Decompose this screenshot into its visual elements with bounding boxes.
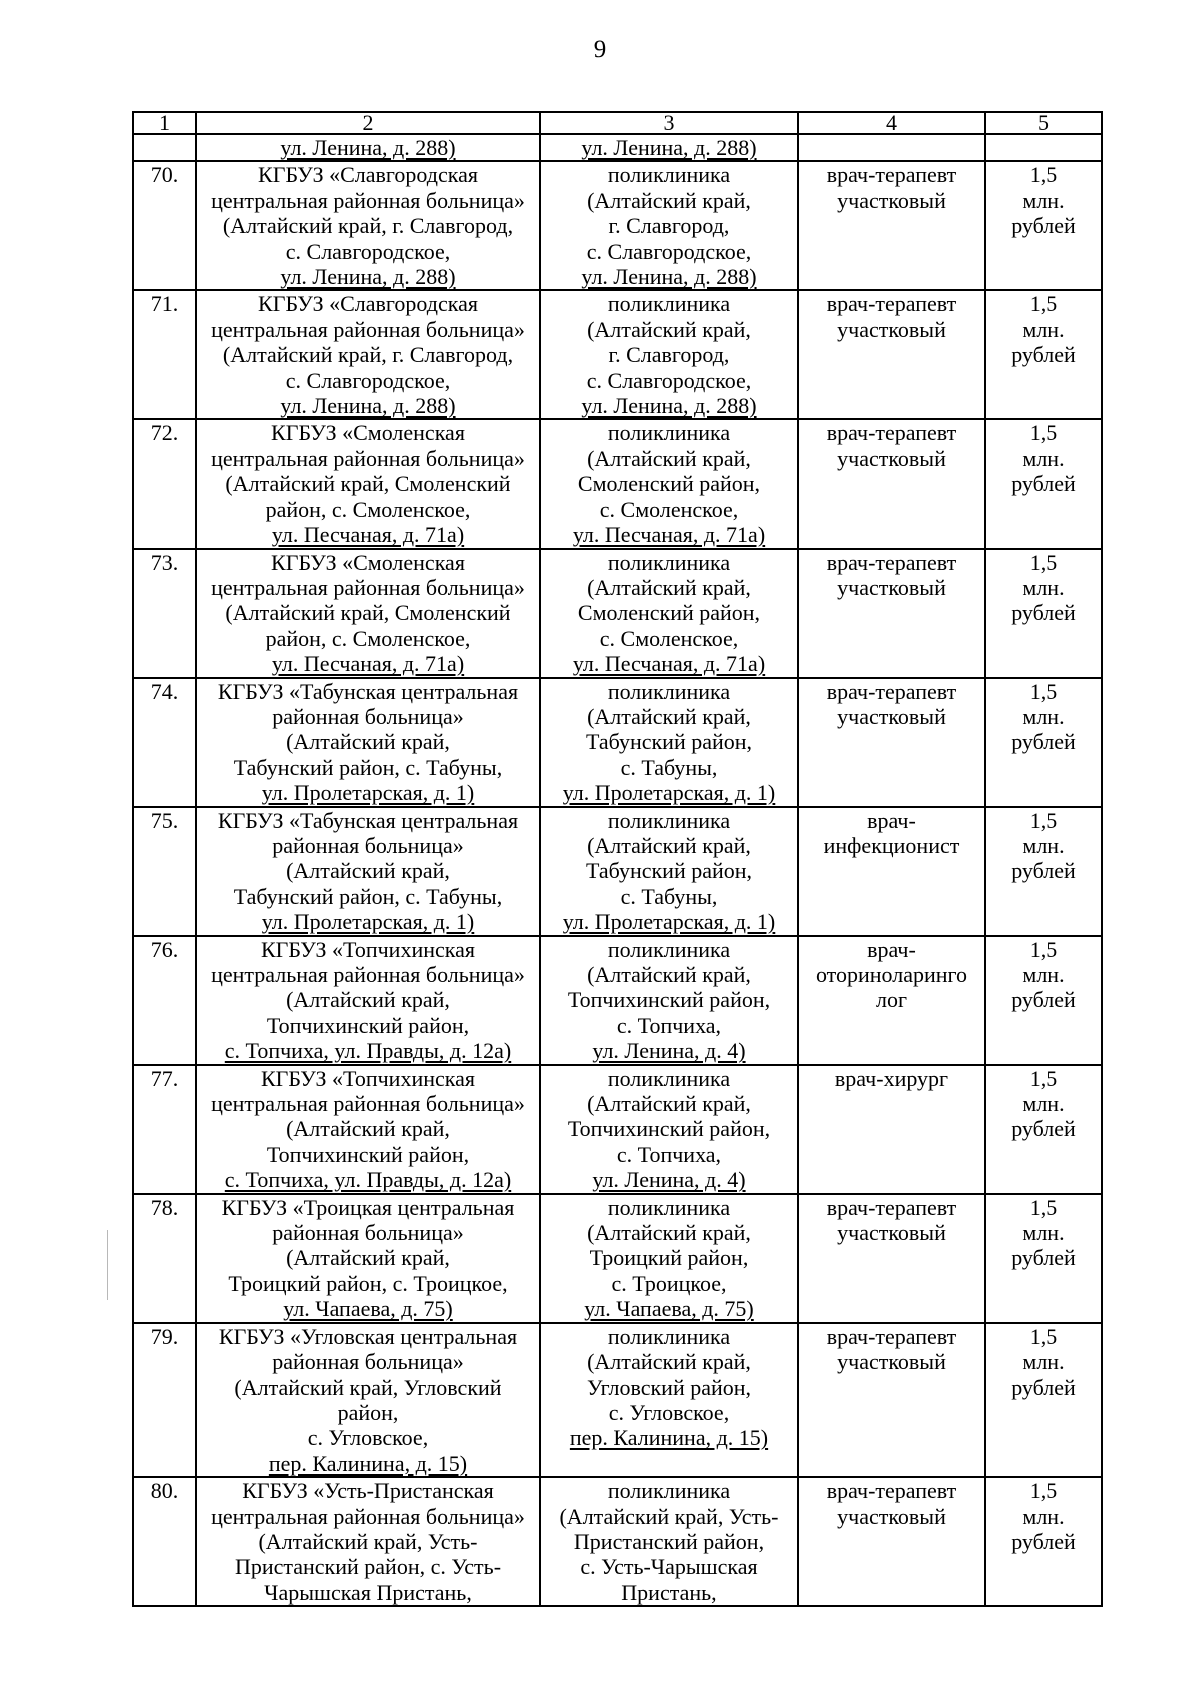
institution-line: КГБУЗ «Славгородская	[258, 291, 478, 317]
institution-line: ул. Песчаная, д. 71а)	[271, 651, 465, 677]
cell-position	[798, 1323, 985, 1477]
institution-line: (Алтайский край,	[286, 1245, 450, 1271]
amount-line: рублей	[1011, 342, 1076, 368]
cell-number: 70.	[133, 161, 196, 290]
institution-line: с. Славгородское,	[285, 367, 451, 393]
cell-position	[798, 419, 985, 548]
location-line: поликлиника	[607, 420, 731, 446]
institution-line: КГБУЗ «Усть-Пристанская	[242, 1478, 494, 1504]
table-row	[133, 678, 1102, 807]
location-line: поликлиника	[607, 549, 731, 575]
location-line: ул. Песчаная, д. 71а)	[572, 651, 766, 677]
position-line: врач-терапевт	[826, 162, 957, 188]
location-line: ул. Пролетарская, д. 1)	[562, 780, 776, 806]
cell-institution	[196, 1477, 540, 1606]
cell-amount	[985, 290, 1102, 419]
position-line: участковый	[837, 1349, 946, 1375]
location-line: г. Славгород,	[608, 342, 730, 368]
position-line: участковый	[837, 703, 946, 729]
location-line: с. Табуны,	[620, 883, 718, 909]
location-line: (Алтайский край,	[587, 1349, 751, 1375]
institution-line: ул. Ленина, д. 288)	[280, 264, 456, 290]
location-line: (Алтайский край,	[587, 316, 751, 342]
location-line: поликлиника	[607, 162, 731, 188]
location-line: Смоленский район,	[577, 600, 761, 626]
cell-location	[540, 1477, 798, 1606]
institution-line: КГБУЗ «Угловская центральная	[218, 1323, 518, 1349]
location-line: ул. Песчаная, д. 71а)	[572, 522, 766, 548]
position-line: участковый	[837, 1220, 946, 1246]
location-line: (Алтайский край,	[587, 832, 751, 858]
table-row	[133, 1194, 1102, 1323]
position-line: участковый	[837, 187, 946, 213]
institution-line: ул. Песчаная, д. 71а)	[271, 522, 465, 548]
table-body	[133, 134, 1102, 1606]
cell-location	[540, 1194, 798, 1323]
amount-line: рублей	[1011, 600, 1076, 626]
location-line: Смоленский район,	[577, 471, 761, 497]
amount-line: млн.	[1022, 316, 1065, 342]
table-row	[133, 290, 1102, 419]
amount-line: 1,5	[1029, 678, 1058, 704]
amount-line: млн.	[1022, 187, 1065, 213]
location-line: поликлиника	[607, 936, 731, 962]
amount-line: 1,5	[1029, 807, 1058, 833]
institution-line: (Алтайский край,	[286, 1116, 450, 1142]
cell-amount	[985, 1194, 1102, 1323]
amount-line: 1,5	[1029, 936, 1058, 962]
cell-position	[798, 1194, 985, 1323]
position-line: участковый	[837, 316, 946, 342]
institution-line: центральная районная больница»	[211, 445, 525, 471]
scan-margin-line	[107, 1230, 108, 1300]
cell-location	[540, 807, 798, 936]
amount-line: млн.	[1022, 703, 1065, 729]
location-line: (Алтайский край,	[587, 445, 751, 471]
institution-line: (Алтайский край, Смоленский	[225, 471, 511, 497]
table-row	[133, 419, 1102, 548]
institution-line: КГБУЗ «Топчихинская	[260, 936, 475, 962]
amount-line: рублей	[1011, 471, 1076, 497]
institution-line: с. Угловское,	[307, 1425, 429, 1451]
cell-institution	[196, 419, 540, 548]
location-line: с. Троицкое,	[611, 1270, 727, 1296]
amount-line: 1,5	[1029, 162, 1058, 188]
amount-line: 1,5	[1029, 420, 1058, 446]
document-table	[132, 111, 1103, 1607]
cell-amount	[985, 1323, 1102, 1477]
amount-line: 1,5	[1029, 549, 1058, 575]
institution-line: район, с. Смоленское,	[265, 625, 471, 651]
cell-number: 76.	[133, 936, 196, 1065]
location-line: с. Славгородское,	[586, 367, 752, 393]
header-col-1: 1	[133, 112, 196, 134]
amount-line: рублей	[1011, 1245, 1076, 1271]
location-line: ул. Ленина, д. 288)	[581, 135, 757, 160]
page-number: 9	[593, 36, 607, 63]
institution-line: центральная районная больница»	[211, 1091, 525, 1117]
header-col-3: 3	[540, 112, 798, 134]
location-line: поликлиника	[607, 807, 731, 833]
institution-line: Табунский район, с. Табуны,	[233, 754, 503, 780]
position-line: инфекционист	[823, 832, 960, 858]
location-line: поликлиника	[607, 1323, 731, 1349]
cell-number: 73.	[133, 549, 196, 678]
cell-position	[798, 678, 985, 807]
location-line: Табунский район,	[585, 858, 753, 884]
amount-line: 1,5	[1029, 1194, 1058, 1220]
table-row	[133, 549, 1102, 678]
table-row	[133, 936, 1102, 1065]
cell-position	[798, 290, 985, 419]
location-line: с. Угловское,	[608, 1399, 730, 1425]
institution-line: КГБУЗ «Табунская центральная	[217, 678, 519, 704]
cell-number	[133, 134, 196, 161]
location-line: Угловский район,	[586, 1374, 752, 1400]
institution-line: (Алтайский край, Смоленский	[225, 600, 511, 626]
amount-line: 1,5	[1029, 291, 1058, 317]
amount-line: млн.	[1022, 1503, 1065, 1529]
cell-institution	[196, 1323, 540, 1477]
amount-line: млн.	[1022, 962, 1065, 987]
location-line: с. Смоленское,	[599, 496, 739, 522]
location-line: поликлиника	[607, 291, 731, 317]
amount-line: млн.	[1022, 832, 1065, 858]
cell-number: 74.	[133, 678, 196, 807]
institution-line: районная больница»	[272, 1220, 464, 1246]
institution-line: район,	[337, 1399, 399, 1425]
table-row	[133, 807, 1102, 936]
cell-number: 71.	[133, 290, 196, 419]
cell-location	[540, 1065, 798, 1194]
cell-location	[540, 549, 798, 678]
cell-institution	[196, 161, 540, 290]
institution-line: с. Топчиха, ул. Правды, д. 12а)	[224, 1038, 512, 1064]
amount-line: 1,5	[1029, 1065, 1058, 1091]
cell-number: 77.	[133, 1065, 196, 1194]
header-col-4: 4	[798, 112, 985, 134]
amount-line: 1,5	[1029, 1323, 1058, 1349]
location-line: ул. Ленина, д. 4)	[592, 1167, 746, 1193]
location-line: с. Смоленское,	[599, 625, 739, 651]
position-line: участковый	[837, 574, 946, 600]
cell-position	[798, 936, 985, 1065]
amount-line: рублей	[1011, 213, 1076, 239]
institution-line: районная больница»	[272, 832, 464, 858]
location-line: (Алтайский край,	[587, 962, 751, 987]
institution-line: Топчихинский район,	[266, 1141, 470, 1167]
position-line: врач-	[867, 807, 916, 833]
location-line: с. Табуны,	[620, 754, 718, 780]
location-line: поликлиника	[607, 1065, 731, 1091]
amount-line: 1,5	[1029, 1478, 1058, 1504]
cell-institution	[196, 134, 540, 161]
position-line: врач-терапевт	[826, 678, 957, 704]
institution-line: центральная районная больница»	[211, 316, 525, 342]
location-line: (Алтайский край,	[587, 1220, 751, 1246]
institution-line: Троицкий район, с. Троицкое,	[228, 1270, 508, 1296]
institution-line: пер. Калинина, д. 15)	[268, 1450, 468, 1476]
cell-amount	[985, 419, 1102, 548]
location-line: пер. Калинина, д. 15)	[569, 1425, 769, 1451]
institution-line: КГБУЗ «Славгородская	[258, 162, 478, 188]
position-line: участковый	[837, 445, 946, 471]
institution-line: Пристанский район, с. Усть-	[234, 1554, 502, 1580]
cell-institution	[196, 1065, 540, 1194]
amount-line: млн.	[1022, 1349, 1065, 1375]
institution-line: центральная районная больница»	[211, 574, 525, 600]
institution-line: центральная районная больница»	[211, 187, 525, 213]
cell-amount	[985, 134, 1102, 161]
amount-line: млн.	[1022, 1220, 1065, 1246]
location-line: (Алтайский край, Усть-	[559, 1503, 779, 1529]
amount-line: рублей	[1011, 1528, 1076, 1554]
table-row	[133, 1477, 1102, 1606]
position-line: врач-терапевт	[826, 1323, 957, 1349]
cell-position	[798, 1477, 985, 1606]
location-line: ул. Ленина, д. 288)	[581, 393, 757, 419]
cell-amount	[985, 1477, 1102, 1606]
location-line: поликлиника	[607, 1478, 731, 1504]
institution-line: КГБУЗ «Смоленская	[271, 549, 465, 575]
amount-line: рублей	[1011, 729, 1076, 755]
cell-amount	[985, 1065, 1102, 1194]
cell-number: 79.	[133, 1323, 196, 1477]
institution-line: (Алтайский край,	[286, 987, 450, 1013]
position-line: врач-терапевт	[826, 549, 957, 575]
position-line: лог	[875, 987, 907, 1013]
institution-line: (Алтайский край, Угловский	[234, 1374, 502, 1400]
cell-position	[798, 1065, 985, 1194]
position-line: врач-хирург	[834, 1065, 949, 1091]
amount-line: рублей	[1011, 1374, 1076, 1400]
institution-line: районная больница»	[272, 703, 464, 729]
table-row	[133, 1065, 1102, 1194]
location-line: поликлиника	[607, 678, 731, 704]
cell-number: 72.	[133, 419, 196, 548]
cell-position	[798, 134, 985, 161]
institution-line: центральная районная больница»	[211, 962, 525, 987]
institution-line: район, с. Смоленское,	[265, 496, 471, 522]
institution-line: (Алтайский край,	[286, 729, 450, 755]
institution-line: Табунский район, с. Табуны,	[233, 883, 503, 909]
institution-line: ул. Пролетарская, д. 1)	[261, 909, 475, 935]
amount-line: рублей	[1011, 987, 1076, 1013]
location-line: (Алтайский край,	[587, 1091, 751, 1117]
institution-line: Топчихинский район,	[266, 1012, 470, 1038]
location-line: Троицкий район,	[589, 1245, 749, 1271]
cell-location	[540, 936, 798, 1065]
amount-line: рублей	[1011, 858, 1076, 884]
position-line: врач-	[867, 936, 916, 962]
institution-line: ул. Ленина, д. 288)	[280, 135, 456, 160]
institution-line: (Алтайский край, г. Славгород,	[222, 213, 514, 239]
cell-number: 80.	[133, 1477, 196, 1606]
institution-line: Чарышская Пристань,	[264, 1579, 472, 1605]
cell-location	[540, 134, 798, 161]
header-col-5: 5	[985, 112, 1102, 134]
cell-number: 78.	[133, 1194, 196, 1323]
header-col-2: 2	[196, 112, 540, 134]
cell-location	[540, 678, 798, 807]
institution-line: (Алтайский край, г. Славгород,	[222, 342, 514, 368]
position-line: врач-терапевт	[826, 420, 957, 446]
institution-line: КГБУЗ «Топчихинская	[260, 1065, 475, 1091]
institution-line: КГБУЗ «Табунская центральная	[217, 807, 519, 833]
header-row	[133, 112, 1102, 134]
institution-line: с. Славгородское,	[285, 238, 451, 264]
location-line: ул. Пролетарская, д. 1)	[562, 909, 776, 935]
institution-line: районная больница»	[272, 1349, 464, 1375]
location-line: Топчихинский район,	[567, 987, 771, 1013]
amount-line: рублей	[1011, 1116, 1076, 1142]
cell-location	[540, 1323, 798, 1477]
cell-position	[798, 161, 985, 290]
cell-institution	[196, 936, 540, 1065]
location-line: (Алтайский край,	[587, 703, 751, 729]
institution-line: КГБУЗ «Троицкая центральная	[221, 1194, 515, 1220]
location-line: с. Славгородское,	[586, 238, 752, 264]
location-line: с. Топчиха,	[616, 1141, 722, 1167]
location-line: поликлиника	[607, 1194, 731, 1220]
position-line: врач-терапевт	[826, 1194, 957, 1220]
amount-line: млн.	[1022, 1091, 1065, 1117]
location-line: Пристань,	[621, 1579, 717, 1605]
cell-amount	[985, 936, 1102, 1065]
cell-location	[540, 419, 798, 548]
location-line: Топчихинский район,	[567, 1116, 771, 1142]
location-line: г. Славгород,	[608, 213, 730, 239]
location-line: Пристанский район,	[573, 1528, 765, 1554]
institution-line: центральная районная больница»	[211, 1503, 525, 1529]
institution-line: ул. Пролетарская, д. 1)	[261, 780, 475, 806]
cell-amount	[985, 807, 1102, 936]
location-line: ул. Ленина, д. 4)	[592, 1038, 746, 1064]
institution-line: ул. Ленина, д. 288)	[280, 393, 456, 419]
cell-amount	[985, 549, 1102, 678]
cell-institution	[196, 1194, 540, 1323]
institution-line: с. Топчиха, ул. Правды, д. 12а)	[224, 1167, 512, 1193]
position-line: участковый	[837, 1503, 946, 1529]
cell-amount	[985, 678, 1102, 807]
cell-location	[540, 290, 798, 419]
amount-line: млн.	[1022, 574, 1065, 600]
cell-position	[798, 807, 985, 936]
location-line: (Алтайский край,	[587, 574, 751, 600]
institution-line: (Алтайский край, Усть-	[258, 1528, 478, 1554]
position-line: оториноларинго	[815, 962, 968, 987]
continuation-row	[133, 134, 1102, 161]
institution-line: ул. Чапаева, д. 75)	[283, 1296, 453, 1322]
cell-amount	[985, 161, 1102, 290]
position-line: врач-терапевт	[826, 1478, 957, 1504]
location-line: ул. Ленина, д. 288)	[581, 264, 757, 290]
cell-position	[798, 549, 985, 678]
location-line: (Алтайский край,	[587, 187, 751, 213]
amount-line: млн.	[1022, 445, 1065, 471]
cell-institution	[196, 807, 540, 936]
location-line: с. Усть-Чарышская	[580, 1554, 758, 1580]
location-line: Табунский район,	[585, 729, 753, 755]
cell-institution	[196, 290, 540, 419]
position-line: врач-терапевт	[826, 291, 957, 317]
location-line: ул. Чапаева, д. 75)	[584, 1296, 754, 1322]
cell-number: 75.	[133, 807, 196, 936]
table-row	[133, 1323, 1102, 1477]
institution-line: (Алтайский край,	[286, 858, 450, 884]
cell-institution	[196, 549, 540, 678]
location-line: с. Топчиха,	[616, 1012, 722, 1038]
table-row	[133, 161, 1102, 290]
cell-location	[540, 161, 798, 290]
cell-institution	[196, 678, 540, 807]
institution-line: КГБУЗ «Смоленская	[271, 420, 465, 446]
